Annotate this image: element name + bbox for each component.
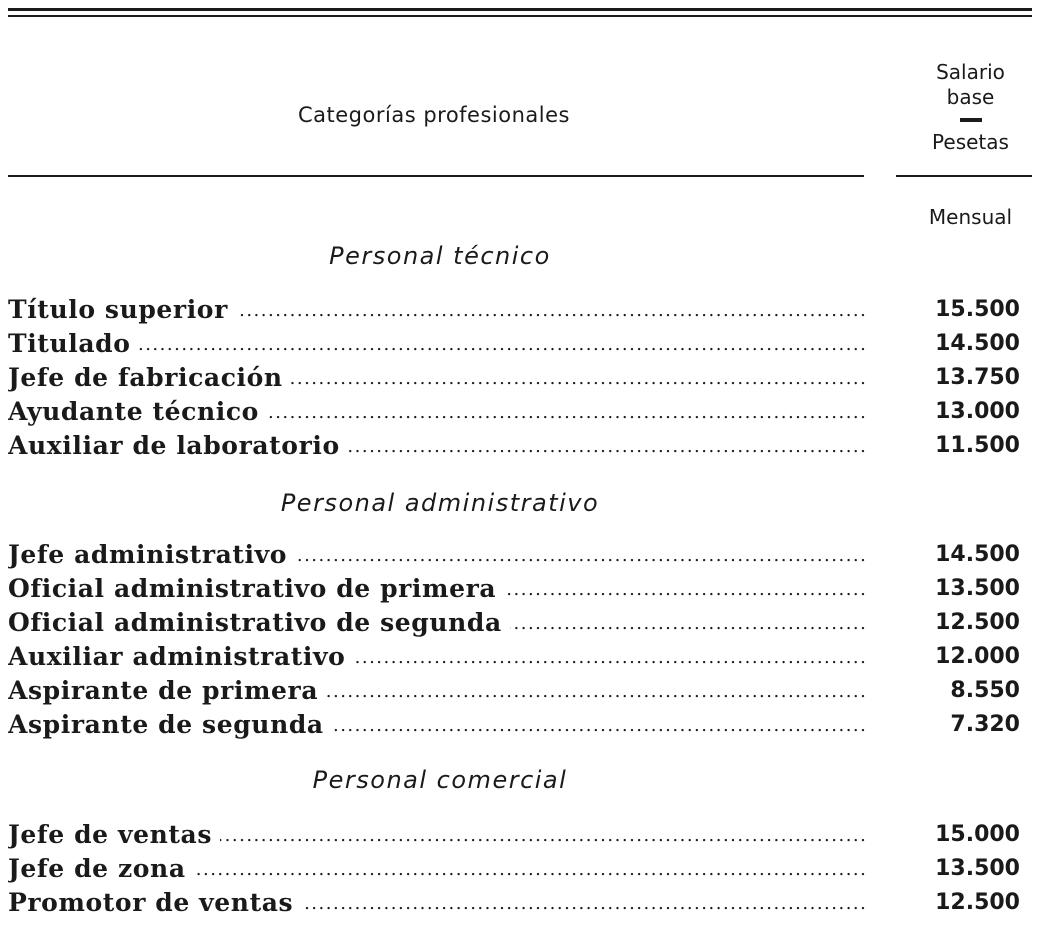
row-category: Titulado xyxy=(8,329,138,358)
row-salary: 15.000 xyxy=(935,822,1020,847)
row-category: Jefe administrativo xyxy=(8,540,295,569)
salary-header-line2: base xyxy=(946,85,995,109)
salary-column-header xyxy=(892,60,1049,155)
row-salary: 11.500 xyxy=(935,433,1020,458)
row-category: Aspirante de primera xyxy=(8,676,326,705)
row-category: Auxiliar administrativo xyxy=(8,642,353,671)
row-category: Título superior xyxy=(8,295,236,324)
row-category: Jefe de zona xyxy=(8,854,194,883)
table-row xyxy=(8,818,1020,851)
top-rule-1 xyxy=(8,8,1032,11)
row-category: Auxiliar de laboratorio xyxy=(8,431,348,460)
category-column-header: Categorías profesionales xyxy=(298,103,570,127)
table-row xyxy=(8,708,1020,741)
section-title-commercial: Personal comercial xyxy=(312,766,568,794)
section-title-technical: Personal técnico xyxy=(329,242,551,270)
row-category: Oficial administrativo de primera xyxy=(8,574,504,603)
header-rule-right xyxy=(896,175,1032,177)
table-row xyxy=(8,674,1020,707)
row-salary: 13.000 xyxy=(935,399,1020,424)
table-row xyxy=(8,395,1020,428)
row-salary: 7.320 xyxy=(950,712,1020,737)
table-row xyxy=(8,327,1020,360)
period-label: Mensual xyxy=(928,205,1013,229)
header-dash xyxy=(960,118,982,122)
table-row xyxy=(8,886,1020,919)
row-category: Oficial administrativo de segunda xyxy=(8,608,510,637)
row-category: Jefe de ventas xyxy=(8,820,220,849)
table-row xyxy=(8,606,1020,639)
table-row xyxy=(8,572,1020,605)
row-salary: 15.500 xyxy=(935,297,1020,322)
salary-header-unit: Pesetas xyxy=(932,130,1009,154)
row-salary: 12.000 xyxy=(935,644,1020,669)
row-category: Jefe de fabricación xyxy=(8,363,291,392)
row-salary: 14.500 xyxy=(935,331,1020,356)
row-salary: 14.500 xyxy=(935,542,1020,567)
salary-header-line1: Salario xyxy=(936,60,1005,84)
table-row xyxy=(8,361,1020,394)
row-salary: 13.500 xyxy=(935,576,1020,601)
section-title-administrative: Personal administrativo xyxy=(280,489,600,517)
header-rule-left xyxy=(8,175,864,177)
table-row xyxy=(8,640,1020,673)
table-row xyxy=(8,293,1020,326)
row-salary: 12.500 xyxy=(935,610,1020,635)
table-row xyxy=(8,429,1020,462)
table-row xyxy=(8,538,1020,571)
row-salary: 13.500 xyxy=(935,856,1020,881)
row-salary: 12.500 xyxy=(935,890,1020,915)
row-category: Aspirante de segunda xyxy=(8,710,332,739)
row-salary: 8.550 xyxy=(950,678,1020,703)
top-rule-2 xyxy=(8,15,1032,17)
table-row xyxy=(8,852,1020,885)
row-salary: 13.750 xyxy=(935,365,1020,390)
row-category: Ayudante técnico xyxy=(8,397,267,426)
row-category: Promotor de ventas xyxy=(8,888,301,917)
